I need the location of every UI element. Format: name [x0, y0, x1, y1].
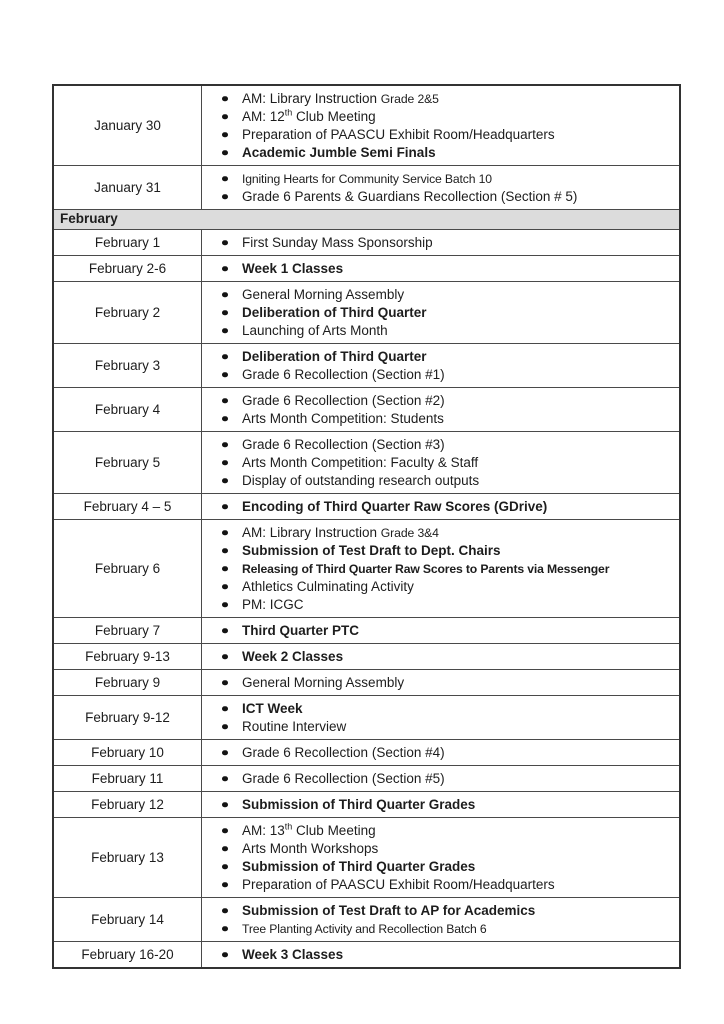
table-row	[54, 669, 679, 695]
date-cell	[54, 792, 202, 817]
events-list	[202, 648, 673, 666]
bullet-icon	[222, 442, 228, 448]
event-item	[202, 472, 673, 490]
events-cell	[202, 898, 679, 941]
date-cell	[54, 818, 202, 897]
events-cell	[202, 942, 679, 967]
bullet-icon	[222, 828, 228, 834]
event-text: PM: ICGC	[242, 596, 304, 612]
event-item	[202, 560, 673, 578]
bullet-icon	[222, 310, 228, 316]
event-item	[202, 542, 673, 560]
events-list	[202, 622, 673, 640]
bullet-icon	[222, 504, 228, 510]
bullet-icon	[222, 750, 228, 756]
events-list	[202, 822, 673, 894]
event-item	[202, 286, 673, 304]
date-cell	[54, 740, 202, 765]
bullet-icon	[222, 548, 228, 554]
events-list	[202, 348, 673, 384]
date-cell	[54, 644, 202, 669]
event-item	[202, 410, 673, 428]
event-item	[202, 170, 673, 188]
event-text: Week 1 Classes	[242, 260, 344, 276]
event-text: Grade 6 Parents & Guardians Recollection (Section # 5)	[242, 188, 578, 204]
bullet-icon	[222, 776, 228, 782]
events-list	[202, 796, 673, 814]
date-label: February 9	[94, 675, 161, 690]
bullet-icon	[222, 398, 228, 404]
event-text: Grade 6 Recollection (Section #3)	[242, 436, 445, 452]
event-text: Week 2 Classes	[242, 648, 344, 664]
events-cell	[202, 282, 679, 343]
table-row	[54, 695, 679, 739]
date-label: February 4	[94, 402, 161, 417]
bullet-icon	[222, 908, 228, 914]
date-cell	[54, 494, 202, 519]
bullet-icon	[222, 328, 228, 334]
events-cell	[202, 344, 679, 387]
bullet-icon	[222, 114, 228, 120]
bullet-icon	[222, 478, 228, 484]
event-text: Deliberation of Third Quarter	[242, 348, 427, 364]
event-text: AM: 12th Club Meeting	[242, 107, 376, 124]
events-list	[202, 90, 673, 162]
date-cell	[54, 766, 202, 791]
event-item	[202, 674, 673, 692]
events-cell	[202, 86, 679, 165]
month-header-label: February	[60, 211, 118, 226]
event-item	[202, 700, 673, 718]
events-list	[202, 498, 673, 516]
bullet-icon	[222, 724, 228, 730]
event-text: General Morning Assembly	[242, 674, 405, 690]
bullet-icon	[222, 194, 228, 200]
events-cell	[202, 792, 679, 817]
event-text: AM: Library Instruction Grade 2&5	[242, 90, 439, 106]
bullet-icon	[222, 864, 228, 870]
bullet-icon	[222, 926, 228, 932]
event-text: ICT Week	[242, 700, 303, 716]
table-row	[54, 493, 679, 519]
bullet-icon	[222, 132, 228, 138]
table-row	[54, 519, 679, 617]
event-text: Arts Month Competition: Students	[242, 410, 444, 426]
event-item	[202, 876, 673, 894]
table-row	[54, 165, 679, 209]
table-row	[54, 739, 679, 765]
date-cell	[54, 898, 202, 941]
date-label: February 7	[94, 623, 161, 638]
table-row	[54, 431, 679, 493]
table-row	[54, 897, 679, 941]
bullet-icon	[222, 584, 228, 590]
event-item	[202, 188, 673, 206]
table-row	[54, 941, 679, 967]
date-label: February 14	[91, 912, 164, 927]
event-item	[202, 392, 673, 410]
event-item	[202, 144, 673, 162]
events-list	[202, 700, 673, 736]
events-cell	[202, 256, 679, 281]
date-cell	[54, 432, 202, 493]
bullet-icon	[222, 654, 228, 660]
event-text: General Morning Assembly	[242, 286, 405, 302]
date-label: February 4 – 5	[83, 499, 172, 514]
event-text: Athletics Culminating Activity	[242, 578, 414, 594]
event-item	[202, 596, 673, 614]
events-cell	[202, 818, 679, 897]
event-item	[202, 348, 673, 366]
bullet-icon	[222, 952, 228, 958]
event-text: Arts Month Competition: Faculty & Staff	[242, 454, 479, 470]
event-text: Igniting Hearts for Community Service Batch 10	[242, 171, 492, 186]
events-list	[202, 392, 673, 428]
bullet-icon	[222, 460, 228, 466]
events-list	[202, 436, 673, 490]
event-item	[202, 322, 673, 340]
bullet-icon	[222, 372, 228, 378]
table-row	[54, 643, 679, 669]
events-list	[202, 260, 673, 278]
event-item	[202, 366, 673, 384]
table-row	[54, 387, 679, 431]
bullet-icon	[222, 416, 228, 422]
date-label: February 11	[91, 771, 164, 786]
event-text: Launching of Arts Month	[242, 322, 388, 338]
date-label: February 6	[94, 561, 161, 576]
date-label: February 9-13	[85, 649, 170, 664]
events-cell	[202, 766, 679, 791]
events-list	[202, 234, 673, 252]
date-label: February 9-12	[85, 710, 170, 725]
event-text: AM: 13th Club Meeting	[242, 821, 376, 838]
bullet-icon	[222, 150, 228, 156]
date-cell	[54, 670, 202, 695]
events-cell	[202, 494, 679, 519]
events-cell	[202, 166, 679, 209]
event-text: Tree Planting Activity and Recollection Batch 6	[242, 921, 487, 936]
date-label: February 3	[94, 358, 161, 373]
events-cell	[202, 696, 679, 739]
date-label: February 2	[94, 305, 161, 320]
event-item	[202, 946, 673, 964]
event-item	[202, 770, 673, 788]
event-item	[202, 234, 673, 252]
date-cell	[54, 166, 202, 209]
bullet-icon	[222, 802, 228, 808]
events-cell	[202, 520, 679, 617]
events-list	[202, 674, 673, 692]
events-list	[202, 902, 673, 938]
event-text: Arts Month Workshops	[242, 840, 379, 856]
event-text: Grade 6 Recollection (Section #1)	[242, 366, 445, 382]
events-cell	[202, 618, 679, 643]
event-item	[202, 622, 673, 640]
date-cell	[54, 282, 202, 343]
event-item	[202, 796, 673, 814]
date-cell	[54, 520, 202, 617]
date-label: January 30	[94, 118, 161, 133]
event-item	[202, 108, 673, 126]
event-item	[202, 126, 673, 144]
date-cell	[54, 86, 202, 165]
event-item	[202, 436, 673, 454]
event-text: Academic Jumble Semi Finals	[242, 144, 436, 160]
table-row	[54, 617, 679, 643]
event-text: Submission of Test Draft to AP for Academics	[242, 902, 536, 918]
table-row	[54, 229, 679, 255]
date-label: February 2-6	[88, 261, 167, 276]
table-row	[54, 255, 679, 281]
events-list	[202, 170, 673, 206]
event-text: Display of outstanding research outputs	[242, 472, 480, 488]
event-item	[202, 744, 673, 762]
date-cell	[54, 942, 202, 967]
events-cell	[202, 670, 679, 695]
event-item	[202, 90, 673, 108]
table-row	[54, 765, 679, 791]
bullet-icon	[222, 706, 228, 712]
events-cell	[202, 740, 679, 765]
event-text: First Sunday Mass Sponsorship	[242, 234, 433, 250]
event-item	[202, 858, 673, 876]
event-item	[202, 648, 673, 666]
bullet-icon	[222, 846, 228, 852]
bullet-icon	[222, 680, 228, 686]
event-text: Grade 6 Recollection (Section #5)	[242, 770, 445, 786]
events-list	[202, 286, 673, 340]
event-item	[202, 840, 673, 858]
event-text: Routine Interview	[242, 718, 347, 734]
date-label: February 5	[94, 455, 161, 470]
date-cell	[54, 388, 202, 431]
event-text: Preparation of PAASCU Exhibit Room/Headquarters	[242, 876, 555, 892]
bullet-icon	[222, 354, 228, 360]
date-cell	[54, 618, 202, 643]
event-text: AM: Library Instruction Grade 3&4	[242, 524, 439, 540]
event-item	[202, 260, 673, 278]
bullet-icon	[222, 266, 228, 272]
events-cell	[202, 432, 679, 493]
date-label: February 10	[91, 745, 164, 760]
event-text: Third Quarter PTC	[242, 622, 360, 638]
event-text: Week 3 Classes	[242, 946, 344, 962]
events-list	[202, 946, 673, 964]
event-item	[202, 578, 673, 596]
table-row	[54, 343, 679, 387]
date-label: February 16-20	[81, 947, 174, 962]
bullet-icon	[222, 566, 228, 572]
event-text: Preparation of PAASCU Exhibit Room/Headquarters	[242, 126, 555, 142]
events-list	[202, 744, 673, 762]
event-text: Submission of Third Quarter Grades	[242, 858, 476, 874]
bullet-icon	[222, 292, 228, 298]
event-item	[202, 902, 673, 920]
table-row	[54, 791, 679, 817]
month-header-row	[54, 209, 679, 229]
date-label: February 12	[91, 797, 164, 812]
bullet-icon	[222, 96, 228, 102]
event-text: Deliberation of Third Quarter	[242, 304, 427, 320]
event-item	[202, 822, 673, 840]
table-row	[54, 817, 679, 897]
bullet-icon	[222, 882, 228, 888]
date-label: February 1	[94, 235, 161, 250]
bullet-icon	[222, 240, 228, 246]
date-cell	[54, 696, 202, 739]
event-item	[202, 524, 673, 542]
date-cell	[54, 230, 202, 255]
event-item	[202, 304, 673, 322]
bullet-icon	[222, 176, 228, 182]
table-row	[54, 86, 679, 165]
date-cell	[54, 256, 202, 281]
event-item	[202, 498, 673, 516]
events-cell	[202, 230, 679, 255]
event-item	[202, 718, 673, 736]
bullet-icon	[222, 530, 228, 536]
event-text: Grade 6 Recollection (Section #2)	[242, 392, 445, 408]
bullet-icon	[222, 628, 228, 634]
bullet-icon	[222, 602, 228, 608]
event-text: Submission of Third Quarter Grades	[242, 796, 476, 812]
schedule-table	[52, 84, 681, 969]
date-cell	[54, 344, 202, 387]
date-label: January 31	[94, 180, 161, 195]
date-label: February 13	[91, 850, 164, 865]
event-text: Submission of Test Draft to Dept. Chairs	[242, 542, 501, 558]
event-item	[202, 454, 673, 472]
events-list	[202, 524, 673, 614]
event-item	[202, 920, 673, 938]
event-text: Grade 6 Recollection (Section #4)	[242, 744, 445, 760]
event-text: Encoding of Third Quarter Raw Scores (GDrive)	[242, 498, 548, 514]
table-row	[54, 281, 679, 343]
events-cell	[202, 644, 679, 669]
events-cell	[202, 388, 679, 431]
events-list	[202, 770, 673, 788]
event-text: Releasing of Third Quarter Raw Scores to Parents via Messenger	[242, 561, 610, 576]
